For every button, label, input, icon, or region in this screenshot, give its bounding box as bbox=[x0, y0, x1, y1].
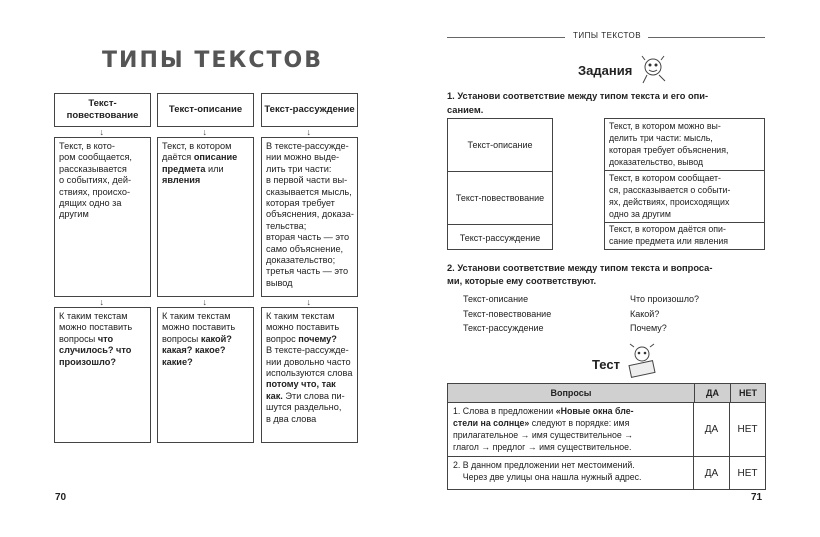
text-segment: или bbox=[208, 163, 224, 174]
arrow-down-icon: ↓ bbox=[306, 127, 311, 137]
bold-text: явления bbox=[162, 175, 201, 186]
task1-types-table bbox=[447, 118, 553, 250]
task1-type[interactable]: Текст-рассуждение bbox=[459, 233, 541, 243]
task2-type[interactable]: Текст-описание bbox=[463, 294, 529, 304]
test-table bbox=[447, 383, 766, 490]
task1-descriptions-table bbox=[604, 118, 765, 250]
test-question bbox=[448, 403, 694, 456]
task2-type[interactable]: Текст-повествование bbox=[463, 308, 552, 319]
type-header: Текст-рассуждение bbox=[261, 93, 358, 127]
task1-type[interactable]: Текст-описание bbox=[448, 119, 552, 172]
text-segment: К таким текстам можно поставить вопрос bbox=[266, 311, 340, 344]
bold-text: описание предмета bbox=[162, 152, 238, 174]
arrow-down-icon: ↓ bbox=[202, 297, 207, 307]
test-row bbox=[448, 403, 765, 457]
test-heading: Тест bbox=[592, 357, 620, 372]
header-rule-left bbox=[447, 37, 565, 38]
arrow-down-icon: ↓ bbox=[202, 127, 207, 137]
test-header-yes: ДА bbox=[695, 384, 731, 402]
answer-no[interactable]: НЕТ bbox=[737, 468, 758, 479]
task2-text: 2. Установи соответствие между типом текста и вопроса- ми, которые ему соответствуют. bbox=[447, 263, 713, 286]
task2-types bbox=[463, 292, 551, 336]
running-header: ТИПЫ ТЕКСТОВ bbox=[573, 31, 642, 40]
text-segment: Текст, в котором даётся bbox=[162, 141, 232, 163]
task2-questions bbox=[630, 292, 699, 336]
test-row bbox=[448, 457, 765, 490]
task2-type[interactable]: Текст-рассуждение bbox=[463, 323, 544, 333]
type-description-box bbox=[157, 137, 254, 297]
arrow-down-icon: ↓ bbox=[306, 297, 311, 307]
task1-text: 1. Установи соответствие между типом текста и его опи- санием. bbox=[447, 91, 709, 115]
task2-question[interactable]: Что произошло? bbox=[630, 294, 700, 304]
test-question bbox=[448, 457, 694, 490]
type-header: Текст-описание bbox=[157, 93, 254, 127]
bold-text: что случилось? что произошло? bbox=[59, 333, 132, 367]
text-segment: Эти слова пи- шутся раздельно, в два слова bbox=[266, 390, 345, 424]
bold-text: какой? какая? какое? какие? bbox=[162, 333, 232, 367]
text-segment: следуют в порядке: имя прилагательное → имя существительное → глагол → предлог → имя существительное. bbox=[453, 418, 634, 452]
bold-text: «Новые окна бле- стели на солнце» bbox=[453, 406, 634, 428]
test-header-row bbox=[448, 384, 765, 403]
text-segment: 2. В данном предложении нет местоимений. Через две улицы она нашла нужный адрес. bbox=[453, 460, 642, 482]
page-number-right: 71 bbox=[751, 492, 763, 503]
bold-text: почему? bbox=[298, 333, 337, 344]
text-segment: К таким текстам можно поставить вопросы bbox=[59, 311, 133, 344]
test-header-no: НЕТ bbox=[739, 388, 757, 398]
type-questions-box bbox=[54, 307, 151, 443]
answer-yes[interactable]: ДА bbox=[694, 403, 730, 456]
mascot-with-sign-icon bbox=[625, 343, 659, 379]
type-questions-box bbox=[157, 307, 254, 443]
bold-text: потому что, так как. bbox=[266, 379, 336, 401]
page-number-left: 70 bbox=[55, 492, 67, 503]
task1-type[interactable]: Текст-повествование bbox=[448, 172, 552, 225]
answer-no[interactable]: НЕТ bbox=[737, 424, 758, 435]
answer-yes[interactable]: ДА bbox=[694, 457, 730, 490]
task1-description[interactable]: Текст, в котором сообщает- ся, рассказывается о событи- ях, действиях, происходящих одно за другим bbox=[605, 171, 764, 223]
header-rule-right bbox=[648, 37, 765, 38]
arrow-down-icon: ↓ bbox=[99, 127, 104, 137]
text-segment: В тексте-рассужде- нии можно выде- лить три части: в первой части вы- сказывается мысль, которая требует объяснения, доказа- тельства; вторая часть — это само объяснение, доказательство; третья часть — это вывод bbox=[266, 141, 354, 288]
text-segment: В тексте-рассужде- нии довольно часто используются слова bbox=[266, 345, 353, 379]
page-title: ТИПЫ ТЕКСТОВ bbox=[102, 48, 323, 73]
arrow-down-icon: ↓ bbox=[99, 297, 104, 307]
type-questions-box bbox=[261, 307, 358, 443]
mascot-icon bbox=[637, 52, 671, 86]
tasks-heading: Задания bbox=[578, 63, 633, 78]
type-description-box bbox=[54, 137, 151, 297]
text-segment: Текст, в кото- ром сообщается, рассказывается о событиях, дей- ствиях, происхо- дящих одно за другим bbox=[59, 141, 132, 220]
task1-description[interactable]: Текст, в котором даётся опи- сание предмета или явления bbox=[609, 224, 729, 246]
text-segment: 1. Слова в предложении bbox=[453, 406, 556, 416]
text-segment: К таким текстам можно поставить вопросы bbox=[162, 311, 236, 344]
task1-description[interactable]: Текст, в котором можно вы- делить три части: мысль, которая требует объяснения, доказательство, вывод bbox=[605, 119, 764, 171]
test-header-questions: Вопросы bbox=[448, 384, 695, 402]
task2-question[interactable]: Какой? bbox=[630, 308, 660, 319]
type-header: Текст- повествование bbox=[54, 93, 151, 127]
type-description-box bbox=[261, 137, 358, 297]
task2-question[interactable]: Почему? bbox=[630, 323, 667, 333]
